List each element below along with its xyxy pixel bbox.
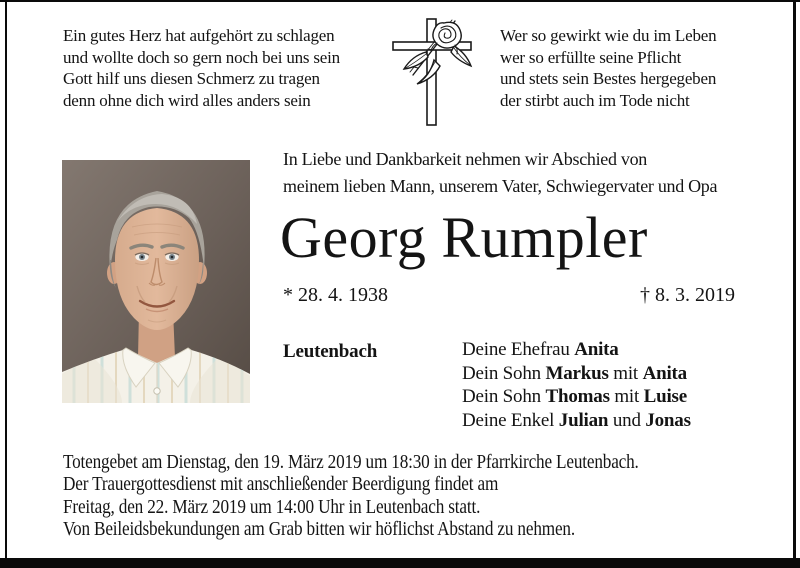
cross-rose-icon bbox=[386, 8, 481, 130]
deceased-name: Georg Rumpler bbox=[280, 205, 648, 270]
birth-date: * 28. 4. 1938 bbox=[283, 284, 388, 306]
poem-line: Ein gutes Herz hat aufgehört zu schlagen bbox=[63, 26, 335, 45]
life-dates bbox=[283, 284, 735, 307]
poem-line: Gott hilf uns diesen Schmerz zu tragen bbox=[63, 69, 320, 89]
family-member-name: Anita bbox=[574, 339, 619, 360]
poem-line: und wollte doch so gern noch bei uns sein bbox=[63, 47, 340, 67]
poem-right bbox=[500, 25, 716, 111]
family-connector: und bbox=[608, 409, 646, 431]
announcement-line: Von Beileidsbekundungen am Grab bitten wir höflichst Abstand zu nehmen. bbox=[63, 518, 575, 541]
family-connector: mit bbox=[608, 362, 643, 384]
intro-line: In Liebe und Dankbarkeit nehmen wir Abschied von bbox=[283, 149, 647, 169]
intro-text bbox=[283, 146, 717, 200]
announcement-line: Totengebet am Dienstag, den 19. März 2019 um 18:30 in der Pfarrkirche Leutenbach. bbox=[63, 451, 639, 473]
family-line bbox=[462, 338, 691, 362]
death-date: † 8. 3. 2019 bbox=[640, 284, 735, 306]
poem-line: und stets sein Bestes hergegeben bbox=[500, 69, 717, 89]
poem-line: wer so erfüllte seine Pflicht bbox=[500, 47, 682, 67]
poem-left bbox=[63, 25, 340, 111]
family-member-name: Markus bbox=[545, 362, 609, 384]
family-member-name: Jonas bbox=[645, 409, 691, 431]
place-name: Leutenbach bbox=[283, 341, 378, 362]
announcement-text bbox=[63, 451, 800, 541]
family-member-name: Julian bbox=[558, 409, 609, 431]
family-member-name: Anita bbox=[642, 362, 687, 384]
frame-border-left bbox=[5, 1, 7, 558]
family-member-name: Luise bbox=[643, 386, 687, 408]
family-relation: Dein Sohn bbox=[462, 386, 546, 408]
family-member-name: Thomas bbox=[545, 386, 610, 408]
poem-line: denn ohne dich wird alles anders sein bbox=[63, 90, 311, 110]
family-relation: Dein Sohn bbox=[462, 362, 546, 384]
portrait-photo bbox=[62, 160, 250, 403]
family-line bbox=[462, 362, 691, 386]
intro-line: meinem lieben Mann, unserem Vater, Schwiegervater und Opa bbox=[283, 176, 718, 196]
family-relation: Deine Ehefrau bbox=[462, 339, 575, 360]
announcement-line: Freitag, den 22. März 2019 um 14:00 Uhr in Leutenbach statt. bbox=[63, 495, 481, 518]
poem-line: Wer so gewirkt wie du im Leben bbox=[500, 26, 717, 45]
family-relation: Deine Enkel bbox=[462, 409, 559, 431]
frame-border-top bbox=[0, 0, 800, 2]
family-line bbox=[462, 385, 691, 409]
family-line bbox=[462, 409, 691, 433]
announcement-line: Der Trauergottesdienst mit anschließender Beerdigung findet am bbox=[63, 473, 499, 496]
poem-line: der stirbt auch im Tode nicht bbox=[500, 90, 690, 110]
family-connector: mit bbox=[609, 386, 644, 408]
frame-border-bottom bbox=[0, 558, 800, 568]
family-list bbox=[462, 338, 691, 432]
